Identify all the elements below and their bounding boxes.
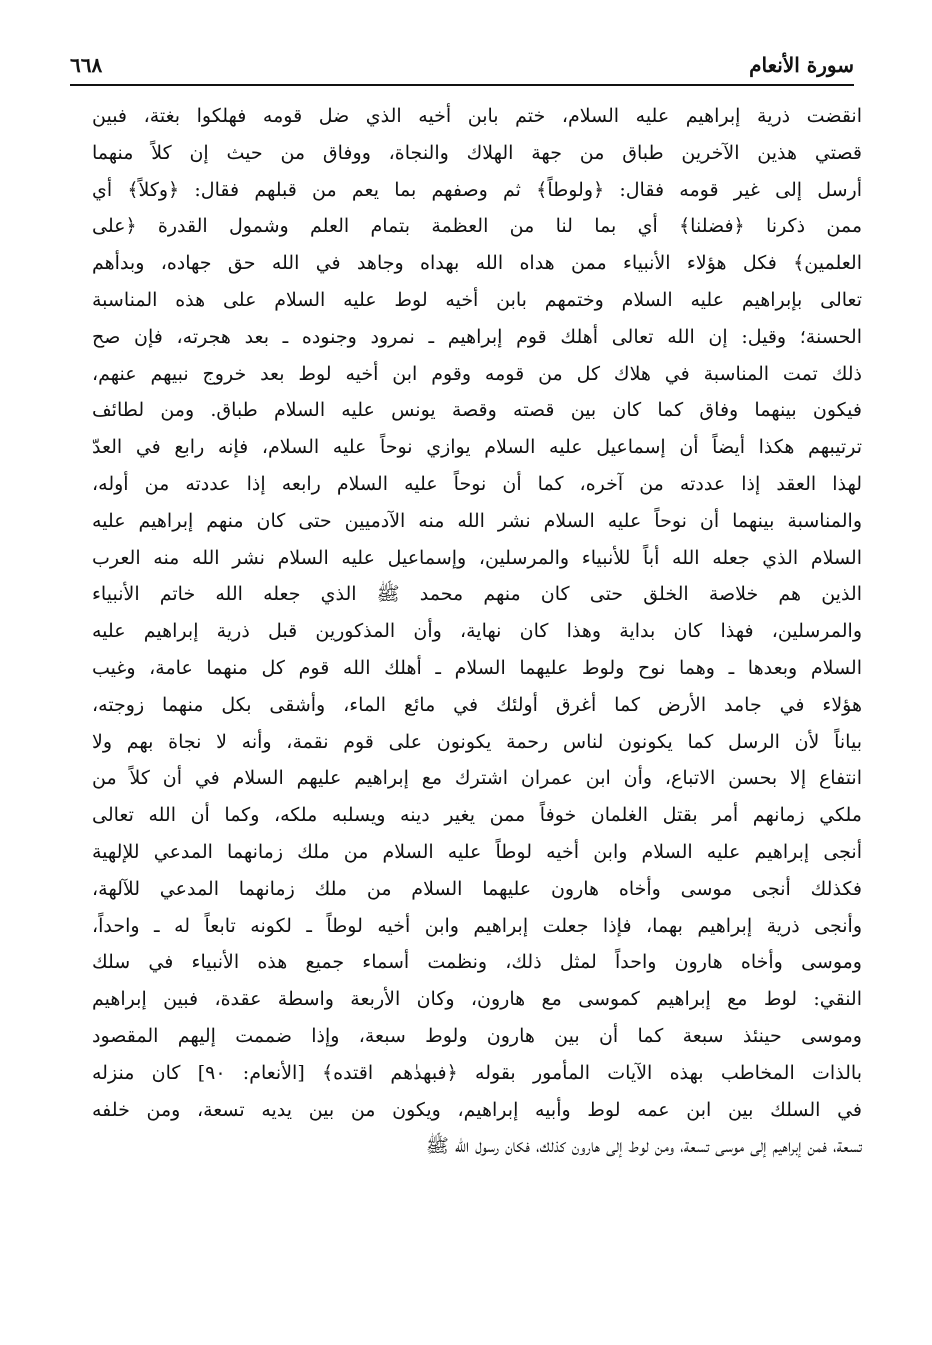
text-line: أنجى إبراهيم عليه السلام وابن أخيه لوطاً عليه السلام من ملك زمانهما المدعي للإلهية	[92, 840, 862, 863]
text-line: بياناً لأن الرسل كما يكونون لناس رحمة يكونون على قوم نقمة، وأنه لا نجاة بهم ولا	[92, 730, 862, 753]
text-line: بالذات المخاطب بهذه الآيات المأمور بقوله ﴿فبهدٰهم اقتده﴾ [الأنعام: ٩٠] كان منزله	[92, 1061, 862, 1084]
header-rule	[70, 84, 854, 86]
text-line: انتفاع إلا بحسن الاتباع، وأن ابن عمران اشترك مع إبراهيم عليهم السلام في أن كلاً من	[92, 767, 862, 790]
text-line: ملكي زمانهم أمر بقتل الغلمان خوفاً ممن يغير دينه ويسلبه ملكه، وكما أن الله تعالى	[92, 804, 862, 827]
text-line: أرسل إلى غير قومه فقال: ﴿ولوطاً﴾ ثم وصفهم بما يعم من قبلهم فقال: ﴿وكلاً﴾ أي	[92, 178, 862, 201]
text-line: السلام وبعدها ـ وهما نوح ولوط عليهما السلام ـ أهلك الله قوم كل منهما عامة، وغيب	[92, 656, 862, 679]
text-line: العلمين﴾ فكل هؤلاء الأنبياء ممن هداه الله بهداه وجاهد في الله حق جهاده، وبدأهم	[92, 252, 862, 275]
page-number: ٦٦٨	[70, 53, 103, 77]
text-line: انقضت ذرية إبراهيم عليه السلام، ختم بابن أخيه الذي ضل قومه فهلكوا بغتة، فبين	[92, 105, 862, 127]
text-line: ذلك تمت المناسبة في هلاك كل من قومه وقوم ابن أخيه لوط بعد خروج نبيهم عنهم،	[92, 362, 862, 385]
text-line: تعالى بإبراهيم عليه السلام وختمهم بابن أخيه لوط عليه السلام على هذه المناسبة	[92, 288, 862, 311]
text-line: ترتيبهم هكذا أيضاً أن إسماعيل عليه السلام يوازي نوحاً عليه السلام، فإنه رابع في العدّ	[92, 436, 862, 459]
text-line: فكذلك أنجى موسى وأخاه هارون عليهما السلام من ملك زمانهما المدعي للآلهة،	[92, 877, 862, 900]
text-line: والمناسبة بينهما أن نوحاً عليه السلام نشر الله منه الآدميين حتى كان منهم إبراهيم عليه	[92, 509, 862, 532]
body-text	[92, 98, 862, 1165]
text-line: والمرسلين، فهذا كان بداية وهذا كان نهاية، وأن المذكورين قبل ذرية إبراهيم عليه	[92, 620, 862, 643]
text-line: وأنجى ذرية إبراهيم بهما، فإذا جعلت إبراهيم وابن أخيه لوطاً ـ لكونه تابعاً له ـ واحداً،	[92, 914, 862, 937]
text-line: قصتي هذين الآخرين طباق من جهة الهلاك والنجاة، ووفاق من حيث إن كلاً منهما	[92, 141, 862, 164]
text-line: فيكون بينهما وفاق كما كان بين قصته وقصة يونس عليه السلام طباق. ومن لطائف	[92, 399, 862, 422]
text-line: تسعة، فمن إبراهيم إلى موسى تسعة، ومن لوط إلى هارون كذلك، فكان رسول الله ﷺ	[425, 1135, 862, 1158]
text-line: الذين هم خلاصة الخلق حتى كان منهم محمد ﷺ الذي جعله الله خاتم الأنبياء	[92, 583, 862, 606]
text-line: الحسنة؛ وقيل: إن الله تعالى أهلك قوم إبراهيم ـ نمرود وجنوده ـ بعد هجرته، فإن صح	[92, 325, 862, 348]
text-line: هؤلاء في جامد الأرض كما أغرق أولئك في مائع الماء، وأشقى بكل منهما زوجته،	[92, 693, 862, 716]
surah-title: سورة الأنعام	[749, 53, 854, 77]
text-line: وموسى حينئذ سبعة كما أن بين هارون ولوط سبعة، وإذا ضممت إليهم المقصود	[92, 1024, 862, 1047]
text-line: السلام الذي جعله الله أباً للأنبياء والمرسلين، وإسماعيل عليه السلام نشر الله منه العرب	[92, 546, 862, 569]
text-line: في السلك بين ابن عمه لوط وأبيه إبراهيم، ويكون من بين يديه تسعة، ومن خلفه	[92, 1098, 862, 1121]
text-line: النقي: لوط مع إبراهيم كموسى مع هارون، وكان الأربعة واسطة عقدة، فبين إبراهيم	[92, 988, 862, 1011]
text-line: وموسى وأخاه هارون واحداً لمثل ذلك، ونظمت أسماء جميع هذه الأنبياء في سلك	[92, 951, 862, 974]
text-line: لهذا العقد إذا عددته من آخره، كما أن نوحاً عليه السلام رابعه إذا عددته من أوله،	[92, 472, 862, 495]
text-line: ممن ذكرنا ﴿فضلنا﴾ أي بما لنا من العظمة بتمام العلم وشمول القدرة ﴿على	[92, 215, 862, 238]
page-header	[70, 52, 854, 84]
